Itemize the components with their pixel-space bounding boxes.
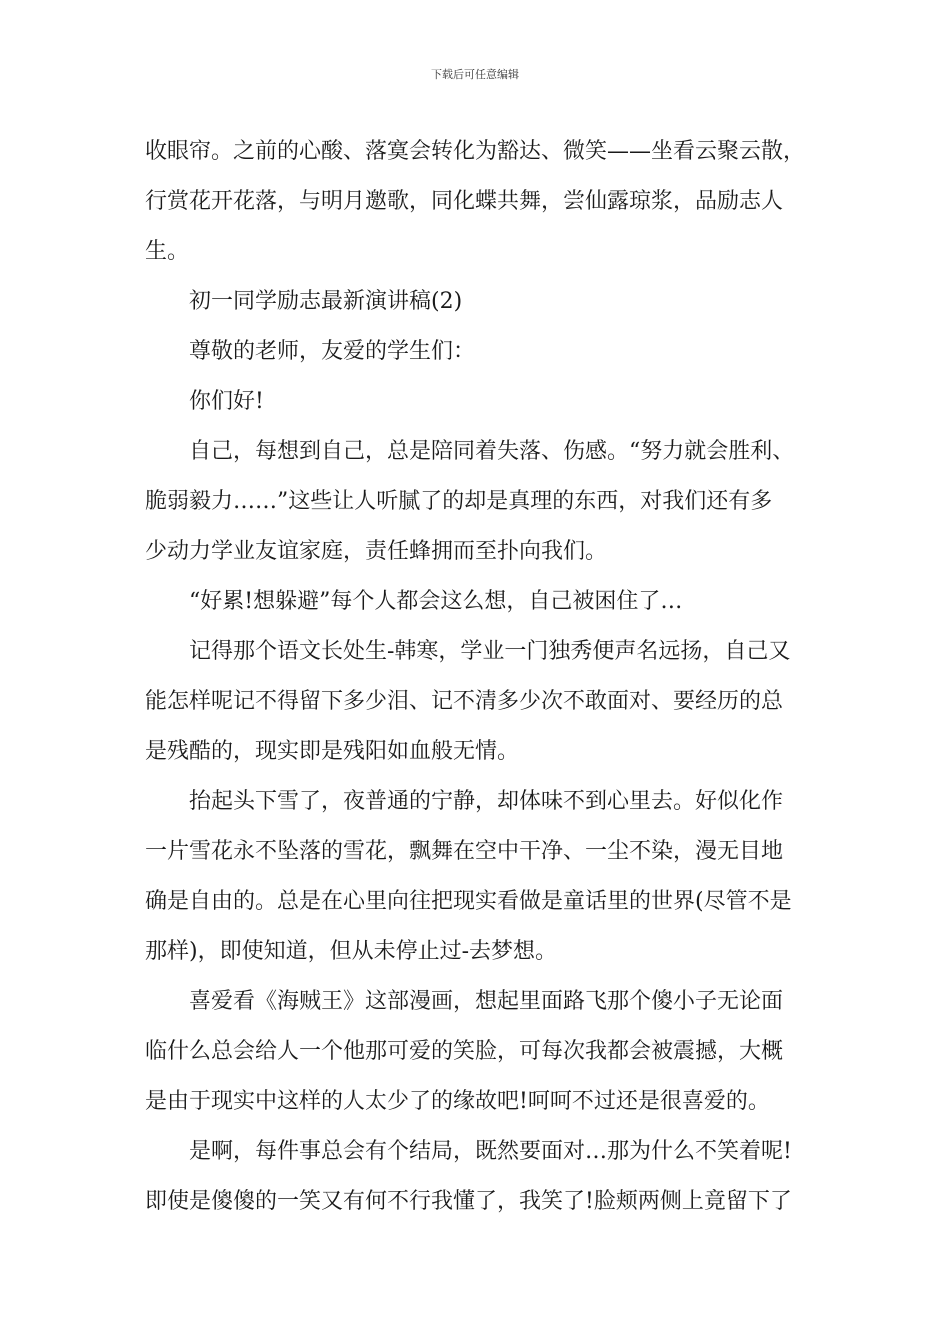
text-line: 喜爱看《海贼王》这部漫画，想起里面路飞那个傻小子无论面 xyxy=(189,989,784,1014)
greeting: 你们好! xyxy=(189,389,264,414)
text-line: 一片雪花永不坠落的雪花，飘舞在空中干净、一尘不染，漫无目地 xyxy=(145,839,784,864)
text-line: 行赏花开花落，与明月邀歌，同化蝶共舞，尝仙露琼浆，品励志人 xyxy=(145,189,784,214)
text-line: 脆弱毅力……”这些让人听腻了的却是真理的东西，对我们还有多 xyxy=(145,489,773,514)
text-line: 能怎样呢记不得留下多少泪、记不清多少次不敢面对、要经历的总 xyxy=(145,689,784,714)
text-line: 收眼帘。之前的心酸、落寞会转化为豁达、微笑——坐看云聚云散， xyxy=(145,139,806,164)
text-line: 自己，每想到自己，总是陪同着失落、伤感。“努力就会胜利、 xyxy=(189,439,795,464)
text-line: 那样)，即使知道，但从未停止过-去梦想。 xyxy=(145,939,558,964)
speech-title: 初一同学励志最新演讲稿(2) xyxy=(189,289,463,314)
salutation: 尊敬的老师，友爱的学生们： xyxy=(189,339,476,364)
text-line: 少动力学业友谊家庭，责任蜂拥而至扑向我们。 xyxy=(145,539,608,564)
page-header-note: 下载后可任意编辑 xyxy=(431,68,519,81)
text-line: 临什么总会给人一个他那可爱的笑脸，可每次我都会被震撼，大概 xyxy=(145,1039,784,1064)
text-line: 生。 xyxy=(145,239,190,264)
text-line: 即使是傻傻的一笑又有何不行我懂了，我笑了!脸颊两侧上竟留下了 xyxy=(145,1189,792,1214)
text-line: 是由于现实中这样的人太少了的缘故吧!呵呵不过还是很喜爱的。 xyxy=(145,1089,770,1114)
text-line: 是残酷的，现实即是残阳如血般无情。 xyxy=(145,739,520,764)
text-line: 确是自由的。总是在心里向往把现实看做是童话里的世界(尽管不是 xyxy=(145,889,792,914)
text-line: 记得那个语文长处生-韩寒，学业一门独秀便声名远扬，自己又 xyxy=(189,639,791,664)
text-line: “好累!想躲避”每个人都会这么想，自己被困住了… xyxy=(189,589,683,614)
text-line: 是啊，每件事总会有个结局，既然要面对…那为什么不笑着呢! xyxy=(189,1139,792,1164)
text-line: 抬起头下雪了，夜普通的宁静，却体味不到心里去。好似化作 xyxy=(189,789,784,814)
document-body xyxy=(145,127,810,1227)
